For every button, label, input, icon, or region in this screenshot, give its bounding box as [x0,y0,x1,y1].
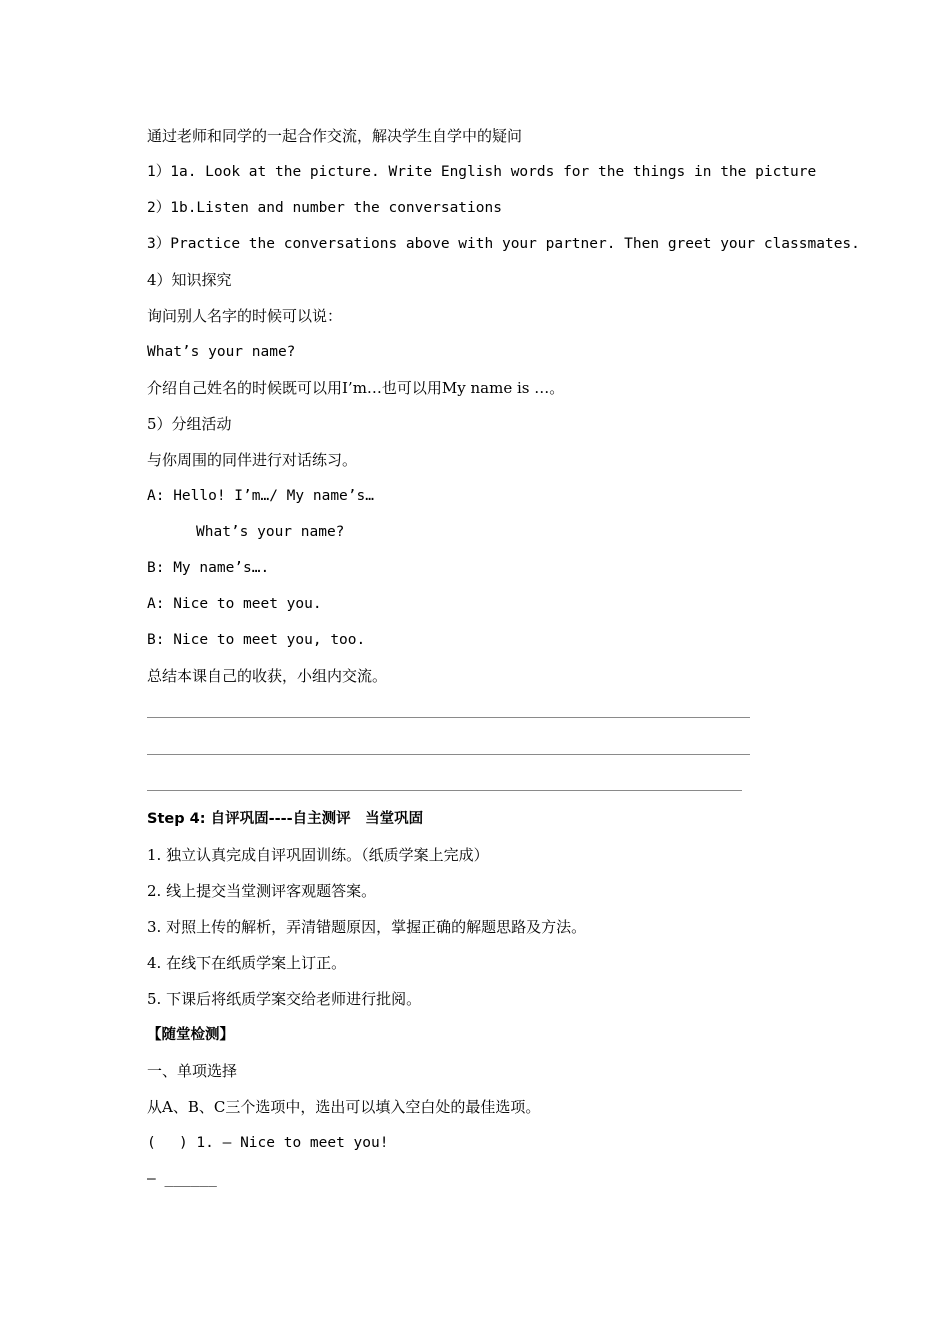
summary-prompt: 总结本课自己的收获，小组内交流。 [147,667,388,685]
ask-name-note: 询问别人名字的时候可以说： [147,307,343,325]
answer-line [147,754,750,755]
step4-item: 4. 在线下在纸质学案上订正。 [147,954,347,972]
answer-line [147,790,742,791]
dialogue-a1-cont: What’s your name? [196,524,345,540]
quiz-answer-blank: — ______ [147,1171,217,1187]
introduce-note: 介绍自己姓名的时候既可以用I’m…也可以用My name is …。 [147,379,565,397]
quiz-question-1: ( ) 1. — Nice to meet you! [147,1135,389,1151]
pair-practice-note: 与你周围的同伴进行对话练习。 [147,451,358,469]
dialogue-b1: B: My name’s…. [147,560,270,576]
task-practice: 3）Practice the conversations above with your partner. Then greet your classmates. [147,236,860,252]
task-1a: 1）1a. Look at the picture. Write English words for the things in the picture [147,164,817,180]
dialogue-a2: A: Nice to meet you. [147,596,322,612]
step4-item: 3. 对照上传的解析，弄清错题原因，掌握正确的解题思路及方法。 [147,918,587,936]
quiz-instruction: 从A、B、C三个选项中，选出可以填入空白处的最佳选项。 [147,1098,541,1116]
answer-line [147,717,750,718]
dialogue-a1: A: Hello! I’m…/ My name’s… [147,488,374,504]
quiz-section-title: 一、单项选择 [147,1062,238,1080]
step4-heading: Step 4: 自评巩固----自主测评 当堂巩固 [147,811,424,827]
intro-line: 通过老师和同学的一起合作交流，解决学生自学中的疑问 [147,127,523,145]
step4-item: 2. 线上提交当堂测评客观题答案。 [147,882,377,900]
step4-item: 1. 独立认真完成自评巩固训练。（纸质学案上完成） [147,846,489,864]
dialogue-b2: B: Nice to meet you, too. [147,632,366,648]
step4-item: 5. 下课后将纸质学案交给老师进行批阅。 [147,990,422,1008]
task-1b: 2）1b.Listen and number the conversations [147,200,502,216]
group-activity-heading: 5）分组活动 [147,415,232,433]
quiz-heading: 【随堂检测】 [147,1027,234,1043]
knowledge-heading: 4）知识探究 [147,271,232,289]
example-question: What’s your name? [147,344,296,360]
